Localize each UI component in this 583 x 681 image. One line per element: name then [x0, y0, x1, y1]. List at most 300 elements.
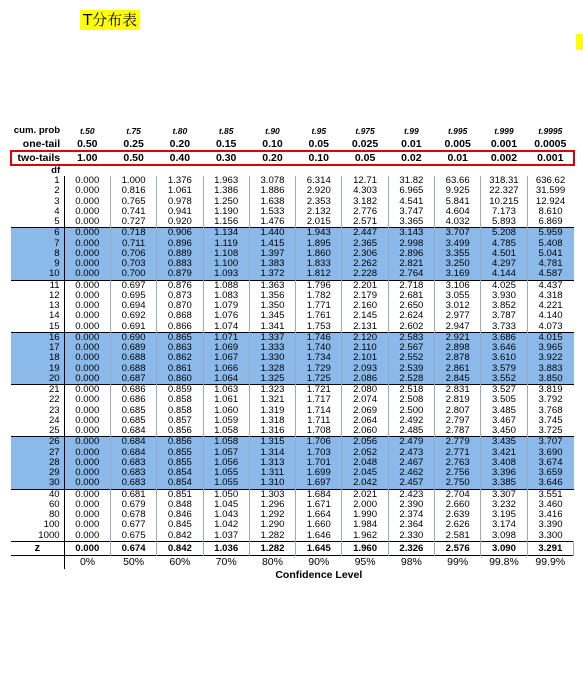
df-cell: 1 — [11, 176, 64, 186]
value-cell: 2.500 — [388, 406, 434, 416]
value-cell: 1.290 — [249, 520, 295, 530]
two-tails-cell: 0.50 — [110, 151, 156, 165]
value-cell: 0.855 — [157, 458, 203, 468]
value-cell: 2.779 — [435, 437, 481, 448]
cum-prob-cell: t.99 — [404, 125, 419, 136]
value-cell: 1.782 — [296, 291, 342, 301]
value-cell: 1.250 — [203, 197, 249, 207]
value-cell: 1.325 — [249, 374, 295, 385]
value-cell: 4.437 — [527, 280, 573, 291]
value-cell: 2.492 — [388, 416, 434, 426]
value-cell: 1.350 — [249, 301, 295, 311]
value-cell: 0.000 — [64, 416, 110, 426]
value-cell: 1.134 — [203, 228, 249, 239]
value-cell: 2.750 — [435, 478, 481, 489]
value-cell: 2.228 — [342, 269, 388, 280]
value-cell: 1.333 — [249, 343, 295, 353]
value-cell: 3.852 — [481, 301, 527, 311]
value-cell: 0.920 — [157, 217, 203, 228]
value-cell: 2.797 — [435, 416, 481, 426]
value-cell: 1.341 — [249, 322, 295, 333]
value-cell: 3.707 — [435, 228, 481, 239]
value-cell: 9.925 — [435, 186, 481, 196]
value-cell: 4.303 — [342, 186, 388, 196]
value-cell: 0.000 — [64, 437, 110, 448]
z-cell: 3.090 — [481, 541, 527, 555]
value-cell: 1.638 — [249, 197, 295, 207]
one-tail-cell: 0.025 — [351, 137, 379, 150]
value-cell: 1.860 — [296, 249, 342, 259]
value-cell: 2.374 — [388, 510, 434, 520]
one-tail-cell: 0.10 — [262, 137, 283, 150]
value-cell: 2.262 — [342, 259, 388, 269]
z-cell: 3.291 — [527, 541, 573, 555]
z-cell: 1.960 — [342, 541, 388, 555]
table-row — [11, 332, 574, 343]
value-cell: 1.190 — [203, 207, 249, 217]
value-cell: 1.671 — [296, 500, 342, 510]
value-cell: 0.694 — [110, 301, 156, 311]
value-cell: 2.485 — [388, 426, 434, 437]
value-cell: 1.990 — [342, 510, 388, 520]
value-cell: 3.610 — [481, 353, 527, 363]
confidence-label-blank — [11, 569, 64, 582]
value-cell: 0.000 — [64, 395, 110, 405]
value-cell: 0.000 — [64, 531, 110, 542]
z-cell: 2.326 — [388, 541, 434, 555]
value-cell: 5.841 — [435, 197, 481, 207]
value-cell: 1.963 — [203, 176, 249, 186]
confidence-cell: 90% — [296, 555, 342, 569]
value-cell: 2.145 — [342, 311, 388, 321]
value-cell: 1.833 — [296, 259, 342, 269]
value-cell: 1.533 — [249, 207, 295, 217]
confidence-cell: 60% — [157, 555, 203, 569]
value-cell: 3.850 — [527, 374, 573, 385]
value-cell: 3.883 — [527, 364, 573, 374]
value-cell: 0.688 — [110, 353, 156, 363]
value-cell: 1.699 — [296, 468, 342, 478]
value-cell: 2.131 — [342, 322, 388, 333]
value-cell: 3.646 — [481, 343, 527, 353]
value-cell: 0.851 — [157, 489, 203, 500]
value-cell: 2.086 — [342, 374, 388, 385]
value-cell: 2.581 — [435, 531, 481, 542]
value-cell: 3.922 — [527, 353, 573, 363]
value-cell: 1.156 — [203, 217, 249, 228]
value-cell: 0.000 — [64, 478, 110, 489]
value-cell: 2.060 — [342, 426, 388, 437]
value-cell: 0.862 — [157, 353, 203, 363]
value-cell: 2.064 — [342, 416, 388, 426]
cum-prob-cell: t.9995 — [538, 125, 563, 136]
value-cell: 0.868 — [157, 311, 203, 321]
value-cell: 0.687 — [110, 374, 156, 385]
value-cell: 0.718 — [110, 228, 156, 239]
value-cell: 1.721 — [296, 385, 342, 396]
df-cell: 9 — [11, 259, 64, 269]
value-cell: 0.727 — [110, 217, 156, 228]
edge-highlight-mark — [576, 34, 583, 50]
value-cell: 318.31 — [481, 176, 527, 186]
confidence-cell: 70% — [203, 555, 249, 569]
value-cell: 5.408 — [527, 239, 573, 249]
value-cell: 2.160 — [342, 301, 388, 311]
value-cell: 1.083 — [203, 291, 249, 301]
value-cell: 1.725 — [296, 374, 342, 385]
cum-prob-cell: t.995 — [447, 125, 468, 136]
value-cell: 0.854 — [157, 478, 203, 489]
value-cell: 3.250 — [435, 259, 481, 269]
value-cell: 2.756 — [435, 468, 481, 478]
table-row — [11, 197, 574, 207]
value-cell: 3.467 — [481, 416, 527, 426]
value-cell: 2.660 — [435, 500, 481, 510]
value-cell: 3.355 — [435, 249, 481, 259]
value-cell: 3.232 — [481, 500, 527, 510]
value-cell: 0.765 — [110, 197, 156, 207]
value-cell: 2.861 — [435, 364, 481, 374]
value-cell: 0.000 — [64, 269, 110, 280]
table-row — [11, 437, 574, 448]
value-cell: 1.079 — [203, 301, 249, 311]
value-cell: 2.552 — [388, 353, 434, 363]
table-row — [11, 353, 574, 363]
value-cell: 1.717 — [296, 395, 342, 405]
value-cell: 0.870 — [157, 301, 203, 311]
value-cell: 0.684 — [110, 437, 156, 448]
confidence-cell: 99.8% — [481, 555, 527, 569]
value-cell: 3.307 — [481, 489, 527, 500]
value-cell: 0.000 — [64, 332, 110, 343]
confidence-cell: 0% — [64, 555, 110, 569]
one-tail-cell: 0.20 — [169, 137, 191, 150]
value-cell: 0.889 — [157, 249, 203, 259]
value-cell: 3.659 — [527, 468, 573, 478]
value-cell: 1.415 — [249, 239, 295, 249]
value-cell: 1.061 — [157, 186, 203, 196]
value-cell: 0.906 — [157, 228, 203, 239]
value-cell: 0.000 — [64, 364, 110, 374]
value-cell: 5.959 — [527, 228, 573, 239]
df-cell: 22 — [11, 395, 64, 405]
table-row — [11, 500, 574, 510]
value-cell: 0.697 — [110, 280, 156, 291]
value-cell: 0.855 — [157, 448, 203, 458]
value-cell: 0.000 — [64, 197, 110, 207]
value-cell: 0.683 — [110, 478, 156, 489]
confidence-cell: 98% — [388, 555, 434, 569]
table-row — [11, 426, 574, 437]
two-tails-cell: 0.30 — [203, 151, 249, 165]
table-row — [11, 249, 574, 259]
value-cell: 0.675 — [110, 531, 156, 542]
value-cell: 2.583 — [388, 332, 434, 343]
value-cell: 2.819 — [435, 395, 481, 405]
value-cell: 0.848 — [157, 500, 203, 510]
value-cell: 0.000 — [64, 311, 110, 321]
table-row — [11, 364, 574, 374]
value-cell: 0.883 — [157, 259, 203, 269]
value-cell: 1.476 — [249, 217, 295, 228]
value-cell: 1.315 — [249, 437, 295, 448]
df-cell: 5 — [11, 217, 64, 228]
value-cell: 1.356 — [249, 291, 295, 301]
value-cell: 1.376 — [157, 176, 203, 186]
value-cell: 1.050 — [203, 489, 249, 500]
value-cell: 7.173 — [481, 207, 527, 217]
value-cell: 1.058 — [203, 437, 249, 448]
value-cell: 4.221 — [538, 301, 563, 311]
value-cell: 2.681 — [388, 291, 434, 301]
value-cell: 2.479 — [388, 437, 434, 448]
value-cell: 2.776 — [342, 207, 388, 217]
value-cell: 4.781 — [527, 259, 573, 269]
value-cell: 1.734 — [296, 353, 342, 363]
value-cell: 1.319 — [249, 406, 295, 416]
df-cell: 1000 — [11, 531, 64, 542]
value-cell: 1.962 — [342, 531, 388, 542]
value-cell: 3.499 — [435, 239, 481, 249]
value-cell: 3.435 — [481, 437, 527, 448]
confidence-cell: 95% — [342, 555, 388, 569]
value-cell: 2.626 — [435, 520, 481, 530]
value-cell: 0.695 — [110, 291, 156, 301]
value-cell: 0.000 — [64, 186, 110, 196]
two-tails-cell: 1.00 — [64, 151, 110, 165]
confidence-level-label: Confidence Level — [275, 569, 363, 582]
value-cell: 0.679 — [110, 500, 156, 510]
value-cell: 2.330 — [388, 531, 434, 542]
value-cell: 1.088 — [203, 280, 249, 291]
one-tail-cell: 0.0005 — [534, 137, 567, 150]
table-row — [11, 343, 574, 353]
confidence-blank — [11, 555, 64, 569]
value-cell: 2.898 — [435, 343, 481, 353]
value-cell: 1.706 — [296, 437, 342, 448]
value-cell: 2.704 — [435, 489, 481, 500]
cum-prob-cell: t.999 — [494, 125, 514, 136]
value-cell: 2.045 — [342, 468, 388, 478]
value-cell: 2.110 — [342, 343, 388, 353]
df-cell: 4 — [11, 207, 64, 217]
one-tail-cell: 0.01 — [401, 137, 422, 150]
one-tail-label: one-tail — [22, 137, 61, 150]
value-cell: 1.886 — [249, 186, 295, 196]
value-cell: 0.000 — [64, 322, 110, 333]
df-label: df — [51, 165, 61, 176]
z-cell: 1.645 — [296, 541, 342, 555]
value-cell: 0.863 — [157, 343, 203, 353]
value-cell: 2.920 — [296, 186, 342, 196]
value-cell: 1.045 — [203, 500, 249, 510]
value-cell: 3.450 — [481, 426, 527, 437]
value-cell: 1.761 — [296, 311, 342, 321]
value-cell: 1.321 — [249, 395, 295, 405]
value-cell: 2.821 — [388, 259, 434, 269]
value-cell: 0.816 — [110, 186, 156, 196]
value-cell: 2.787 — [435, 426, 481, 437]
table-row — [11, 385, 574, 396]
value-cell: 3.385 — [481, 478, 527, 489]
cum-prob-row — [11, 124, 574, 137]
df-header-row — [11, 165, 574, 177]
value-cell: 3.078 — [249, 176, 295, 186]
cum-prob-cell: t.80 — [172, 125, 188, 136]
value-cell: 1.056 — [203, 458, 249, 468]
value-cell: 1.345 — [249, 311, 295, 321]
table-row — [11, 291, 574, 301]
value-cell: 1.059 — [203, 416, 249, 426]
value-cell: 2.069 — [342, 406, 388, 416]
value-cell: 1.292 — [249, 510, 295, 520]
value-cell: 2.650 — [388, 301, 434, 311]
value-cell: 1.697 — [296, 478, 342, 489]
value-cell: 3.965 — [527, 343, 573, 353]
table-row — [11, 228, 574, 239]
value-cell: 0.873 — [157, 291, 203, 301]
z-cell: 1.036 — [203, 541, 249, 555]
value-cell: 1.074 — [203, 322, 249, 333]
value-cell: 0.000 — [64, 207, 110, 217]
cum-prob-cell: t.90 — [265, 125, 280, 136]
one-tail-cell: 0.25 — [123, 137, 144, 150]
value-cell: 2.201 — [342, 280, 388, 291]
value-cell: 1.796 — [296, 280, 342, 291]
value-cell: 1.753 — [296, 322, 342, 333]
value-cell: 0.000 — [64, 510, 110, 520]
value-cell: 1.729 — [296, 364, 342, 374]
one-tail-row — [11, 137, 574, 151]
value-cell: 1.740 — [296, 343, 342, 353]
value-cell: 3.579 — [481, 364, 527, 374]
value-cell: 0.000 — [64, 280, 110, 291]
df-cell: 11 — [11, 280, 64, 291]
value-cell: 1.076 — [203, 311, 249, 321]
value-cell: 3.646 — [527, 478, 573, 489]
value-cell: 8.610 — [538, 206, 563, 217]
value-cell: 1.100 — [203, 259, 249, 269]
value-cell: 2.132 — [296, 207, 342, 217]
df-cell: 3 — [11, 197, 64, 207]
value-cell: 0.000 — [64, 426, 110, 437]
z-cell: 1.282 — [249, 541, 295, 555]
value-cell: 2.921 — [435, 332, 481, 343]
value-cell: 3.551 — [527, 489, 573, 500]
value-cell: 636.62 — [535, 176, 566, 186]
value-cell: 0.688 — [110, 364, 156, 374]
value-cell: 3.390 — [538, 520, 563, 531]
value-cell: 2.528 — [388, 374, 434, 385]
cum-prob-cell: t.85 — [218, 125, 234, 136]
table-row — [11, 478, 574, 489]
value-cell: 1.316 — [249, 426, 295, 437]
value-cell: 2.447 — [342, 228, 388, 239]
value-cell: 1.943 — [296, 228, 342, 239]
value-cell: 0.000 — [64, 291, 110, 301]
value-cell: 1.703 — [296, 448, 342, 458]
value-cell: 1.397 — [249, 249, 295, 259]
value-cell: 1.043 — [203, 510, 249, 520]
value-cell: 3.733 — [481, 322, 527, 333]
value-cell: 1.660 — [296, 520, 342, 530]
value-cell: 4.015 — [527, 332, 573, 343]
value-cell: 1.313 — [249, 458, 295, 468]
value-cell: 0.858 — [157, 395, 203, 405]
value-cell: 1.310 — [249, 478, 295, 489]
z-cell: 0.000 — [64, 541, 110, 555]
value-cell: 63.66 — [435, 176, 481, 186]
value-cell: 3.674 — [527, 458, 573, 468]
value-cell: 1.363 — [249, 280, 295, 291]
value-cell: 3.745 — [538, 415, 563, 426]
value-cell: 0.691 — [110, 322, 156, 333]
df-cell: 2 — [11, 186, 64, 196]
value-cell: 1.372 — [249, 269, 295, 280]
value-cell: 1.895 — [296, 239, 342, 249]
value-cell: 1.311 — [249, 468, 295, 478]
value-cell: 3.485 — [481, 406, 527, 416]
value-cell: 1.771 — [296, 301, 342, 311]
df-cell: 6 — [11, 228, 64, 239]
value-cell: 2.423 — [388, 489, 434, 500]
table-row — [11, 448, 574, 458]
value-cell: 5.208 — [481, 228, 527, 239]
cum-prob-cell: t.75 — [126, 125, 141, 136]
value-cell: 0.711 — [110, 239, 156, 249]
value-cell: 1.383 — [249, 259, 295, 269]
value-cell: 2.571 — [342, 217, 388, 228]
two-tails-cell: 0.10 — [296, 151, 342, 165]
value-cell: 2.462 — [388, 468, 434, 478]
value-cell: 1.071 — [203, 332, 249, 343]
df-cell: 16 — [11, 332, 64, 343]
value-cell: 3.690 — [527, 448, 573, 458]
table-row — [11, 520, 574, 530]
value-cell: 0.858 — [157, 406, 203, 416]
value-cell: 2.807 — [435, 406, 481, 416]
two-tails-label: two-tails — [11, 151, 64, 165]
value-cell: 2.718 — [388, 280, 434, 291]
value-cell: 0.684 — [110, 426, 156, 437]
two-tails-cell: 0.05 — [342, 151, 388, 165]
value-cell: 0.690 — [110, 332, 156, 343]
value-cell: 2.101 — [342, 353, 388, 363]
value-cell: 1.055 — [203, 468, 249, 478]
value-cell: 3.408 — [481, 458, 527, 468]
value-cell: 4.541 — [388, 197, 434, 207]
value-cell: 2.998 — [388, 239, 434, 249]
value-cell: 1.000 — [110, 176, 156, 186]
two-tails-cell: 0.001 — [527, 151, 573, 165]
df-cell: 24 — [11, 416, 64, 426]
value-cell: 0.000 — [64, 385, 110, 396]
df-cell: 28 — [11, 458, 64, 468]
one-tail-cell: 0.15 — [215, 137, 237, 150]
value-cell: 1.323 — [249, 385, 295, 396]
value-cell: 4.073 — [538, 321, 563, 332]
value-cell: 3.505 — [481, 395, 527, 405]
value-cell: 2.845 — [435, 374, 481, 385]
value-cell: 0.685 — [110, 416, 156, 426]
two-tails-cell: 0.40 — [157, 151, 203, 165]
value-cell: 1.061 — [203, 395, 249, 405]
value-cell: 4.144 — [481, 269, 527, 280]
value-cell: 4.785 — [481, 239, 527, 249]
value-cell: 1.664 — [296, 510, 342, 520]
value-cell: 2.000 — [342, 500, 388, 510]
value-cell: 2.457 — [388, 478, 434, 489]
